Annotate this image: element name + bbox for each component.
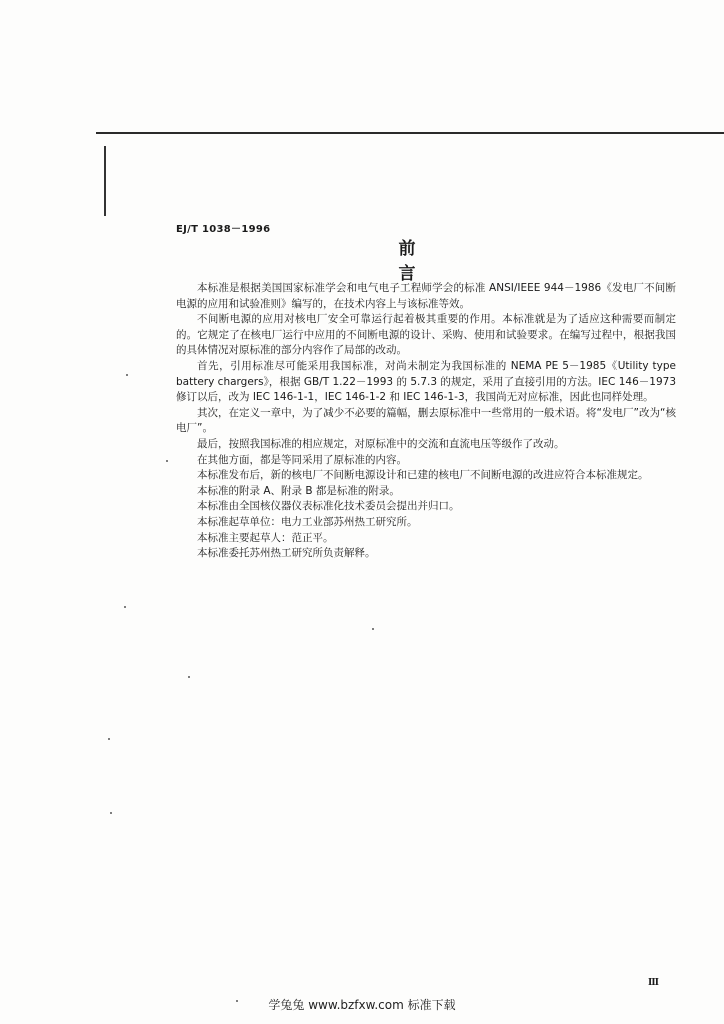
paragraph-9: 本标准由全国核仪器仪表标准化技术委员会提出并归口。 (197, 500, 460, 513)
scan-speck (166, 460, 168, 462)
paragraph-10: 本标准起草单位：电力工业部苏州热工研究所。 (197, 515, 418, 528)
paragraph-4: 其次，在定义一章中，为了减少不必要的篇幅，删去原标准中一些常用的一般术语。将“发电厂”改为“核电厂”。 (176, 406, 676, 435)
foreword-body (176, 281, 676, 562)
binding-mark (104, 146, 106, 216)
section-title: 前 言 (398, 239, 434, 284)
scan-speck (108, 738, 110, 740)
scan-speck (188, 676, 190, 678)
paragraph-2: 不间断电源的应用对核电厂安全可靠运行起着极其重要的作用。本标准就是为了适应这种需要而制定的。它规定了在核电厂运行中应用的不间断电源的设计、采购、使用和试验要求。在编写过程中，根据我国的具体情况对原标准的部分内容作了局部的改动。 (176, 313, 676, 357)
document-code: EJ/T 1038－1996 (176, 224, 271, 235)
scan-speck (110, 812, 112, 814)
scan-speck (124, 606, 126, 608)
paragraph-6: 在其他方面，都是等同采用了原标准的内容。 (197, 453, 407, 466)
scan-speck (126, 374, 128, 376)
paragraph-12: 本标准委托苏州热工研究所负责解释。 (197, 547, 376, 560)
page-number: Ⅲ (648, 978, 659, 988)
paragraph-5: 最后，按照我国标准的相应规定，对原标准中的交流和直流电压等级作了改动。 (197, 437, 565, 450)
paragraph-11: 本标准主要起草人：范正平。 (197, 531, 334, 544)
top-rule (96, 132, 724, 134)
paragraph-3: 首先，引用标准尽可能采用我国标准，对尚未制定为我国标准的 NEMA PE 5－1985《Utility type battery chargers》，根据 GB/T 1.22－1993 的 5.7.3 的规定，采用了直接引用的方法。IEC 146－1973 修订以后，改为 IEC 146-1-1，IEC 146-1-2 和 IEC 146-1-3，我国尚无对应标准，因此也同样处理。 (176, 359, 676, 404)
scan-speck (372, 628, 374, 630)
paragraph-8: 本标准的附录 A、附录 B 都是标准的附录。 (197, 484, 400, 497)
paragraph-1: 本标准是根据美国国家标准学会和电气电子工程师学会的标准 ANSI/IEEE 944－1986《发电厂不间断电源的应用和试验准则》编写的，在技术内容上与该标准等效。 (176, 282, 676, 310)
footer-watermark: 学兔兔 www.bzfxw.com 标准下载 (268, 998, 456, 1012)
paragraph-7: 本标准发布后，新的核电厂不间断电源设计和已建的核电厂不间断电源的改进应符合本标准规定。 (197, 469, 649, 482)
